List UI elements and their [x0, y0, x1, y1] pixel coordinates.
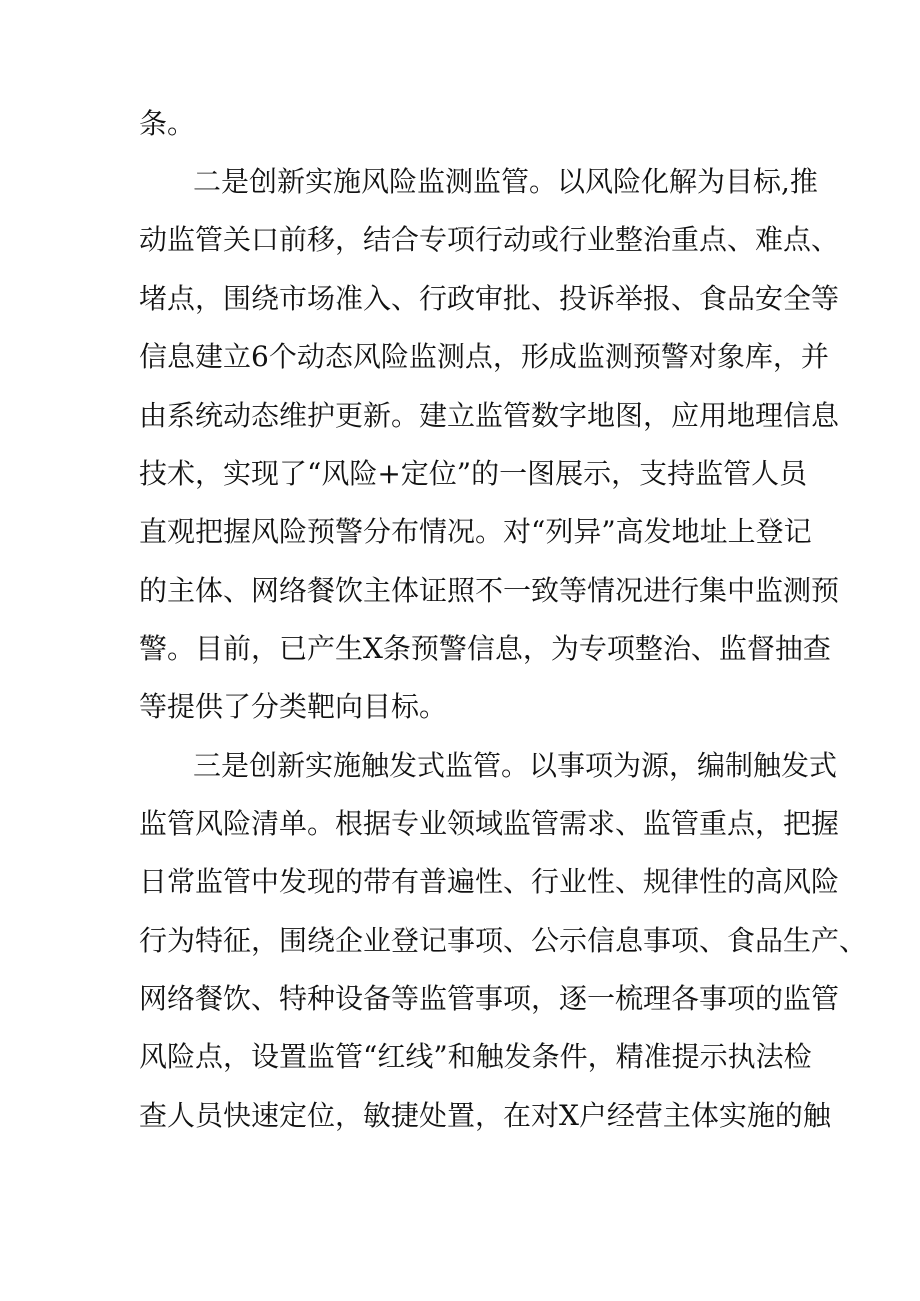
text-line-1: 条。: [139, 107, 196, 140]
text-line-3: 动监管关口前移，结合专项行动或行业整治重点、难点、: [139, 223, 840, 256]
text-line-9: 的主体、网络餐饮主体证照不一致等情况进行集中监测预: [139, 574, 840, 607]
text-line-7: 技术，实现了“风险+定位”的一图展示，支持监管人员: [139, 457, 808, 490]
text-line-15: 行为特征，围绕企业登记事项、公示信息事项、食品生产、: [139, 924, 868, 957]
text-line-18: 查人员快速定位，敏捷处置，在对X户经营主体实施的触: [139, 1099, 831, 1132]
text-line-17: 风险点，设置监管“红线”和触发条件，精准提示执法检: [139, 1040, 812, 1073]
text-line-16: 网络餐饮、特种设备等监管事项，逐一梳理各事项的监管: [139, 982, 840, 1015]
text-line-13: 监管风险清单。根据专业领域监管需求、监管重点，把握: [139, 807, 840, 840]
text-line-10: 警。目前，已产生X条预警信息，为专项整治、监督抽查: [139, 632, 831, 665]
text-line-2: 二是创新实施风险监测监管。以风险化解为目标,推: [193, 165, 818, 198]
text-line-14: 日常监管中发现的带有普遍性、行业性、规律性的高风险: [139, 865, 840, 898]
text-line-5: 信息建立6个动态风险监测点，形成监测预警对象库，并: [139, 340, 829, 373]
text-line-8: 直观把握风险预警分布情况。对“列异”高发地址上登记: [139, 515, 812, 548]
text-line-12: 三是创新实施触发式监管。以事项为源，编制触发式: [193, 749, 838, 782]
text-line-6: 由系统动态维护更新。建立监管数字地图，应用地理信息: [139, 399, 840, 432]
text-line-4: 堵点，围绕市场准入、行政审批、投诉举报、食品安全等: [139, 282, 840, 315]
text-line-11: 等提供了分类靶向目标。: [139, 690, 448, 723]
